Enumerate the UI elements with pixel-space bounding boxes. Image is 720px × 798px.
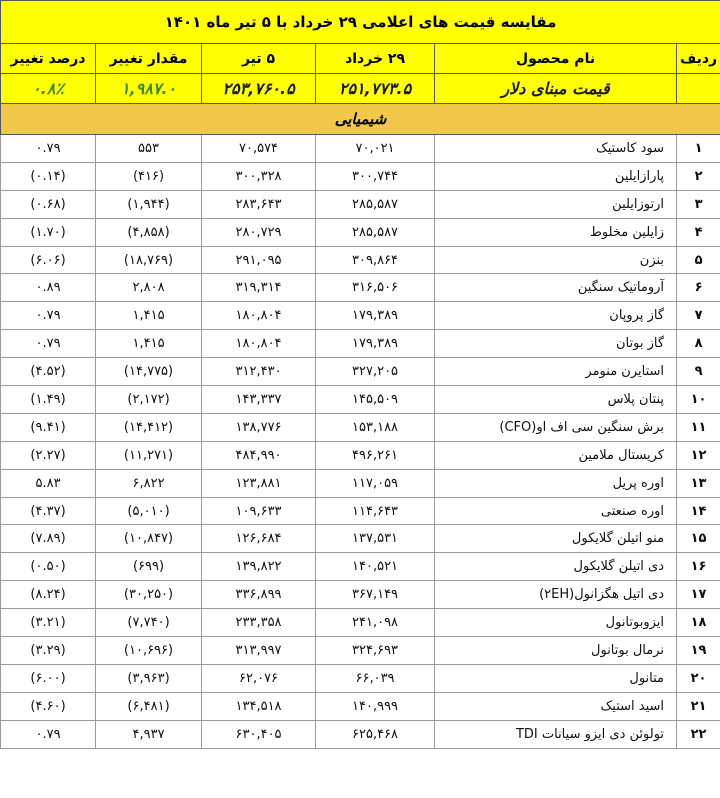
- header-product: نام محصول: [435, 44, 677, 74]
- row-index: ۲۲: [677, 720, 720, 748]
- row-price-date1: ۱۱۴,۶۴۳: [316, 497, 435, 525]
- row-index: ۲۱: [677, 692, 720, 720]
- row-price-date1: ۲۸۵,۵۸۷: [316, 218, 435, 246]
- row-price-date1: ۷۰,۰۲۱: [316, 135, 435, 163]
- row-price-date2: ۶۳۰,۴۰۵: [202, 720, 316, 748]
- table-row: [1, 302, 720, 330]
- row-price-date1: ۱۴۰,۵۲۱: [316, 553, 435, 581]
- row-change-amount: ۱,۴۱۵: [96, 330, 202, 358]
- row-price-date1: ۲۴۱,۰۹۸: [316, 609, 435, 637]
- row-price-date1: ۳۱۶,۵۰۶: [316, 274, 435, 302]
- row-price-date1: ۳۲۷,۲۰۵: [316, 358, 435, 386]
- table-row: [1, 274, 720, 302]
- row-change-amount: (۶۹۹): [96, 553, 202, 581]
- row-change-amount: (۱۰,۶۹۶): [96, 637, 202, 665]
- row-change-amount: (۱۰,۸۴۷): [96, 525, 202, 553]
- row-change-amount: (۷,۷۴۰): [96, 609, 202, 637]
- row-index: ۱۴: [677, 497, 720, 525]
- header-change-percent: درصد تغییر: [1, 44, 96, 74]
- row-price-date2: ۲۳۳,۳۵۸: [202, 609, 316, 637]
- row-product-name: متانول: [435, 664, 677, 692]
- row-index: ۱۸: [677, 609, 720, 637]
- row-product-name: اوره صنعتی: [435, 497, 677, 525]
- row-change-amount: (۴,۸۵۸): [96, 218, 202, 246]
- header-date2: ۵ تیر: [202, 44, 316, 74]
- table-row: [1, 553, 720, 581]
- row-product-name: تولوئن دی ایزو سیانات TDI: [435, 720, 677, 748]
- row-product-name: گاز پروپان: [435, 302, 677, 330]
- row-index: ۱۳: [677, 469, 720, 497]
- row-change-percent: (۳.۲۱): [1, 609, 96, 637]
- row-change-percent: ۰.۷۹: [1, 135, 96, 163]
- dollar-row-date1: ۲۵۱,۷۷۳.۵: [316, 74, 435, 104]
- row-product-name: ارتوزایلین: [435, 190, 677, 218]
- row-change-amount: ۵۵۳: [96, 135, 202, 163]
- table-row: [1, 162, 720, 190]
- row-price-date2: ۶۲,۰۷۶: [202, 664, 316, 692]
- table-row: [1, 358, 720, 386]
- row-product-name: منو اتیلن گلایکول: [435, 525, 677, 553]
- row-index: ۱: [677, 135, 720, 163]
- row-price-date1: ۱۵۳,۱۸۸: [316, 413, 435, 441]
- row-price-date2: ۱۳۸,۷۷۶: [202, 413, 316, 441]
- row-change-percent: (۴.۳۷): [1, 497, 96, 525]
- row-price-date1: ۳۰۹,۸۶۴: [316, 246, 435, 274]
- row-price-date2: ۲۹۱,۰۹۵: [202, 246, 316, 274]
- row-change-amount: (۴۱۶): [96, 162, 202, 190]
- dollar-row-change-amount: ۱,۹۸۷.۰: [96, 74, 202, 104]
- row-change-percent: (۲.۲۷): [1, 441, 96, 469]
- row-change-percent: (۶.۰۰): [1, 664, 96, 692]
- row-change-percent: ۵.۸۳: [1, 469, 96, 497]
- table-row: [1, 609, 720, 637]
- row-product-name: زایلین مخلوط: [435, 218, 677, 246]
- dollar-row-label: قیمت مبنای دلار: [435, 74, 677, 104]
- row-product-name: دی اتیل هگزانول(۲EH): [435, 581, 677, 609]
- row-product-name: گاز بوتان: [435, 330, 677, 358]
- row-index: ۹: [677, 358, 720, 386]
- dollar-row-index: [677, 74, 720, 104]
- header-change-amount: مقدار تغییر: [96, 44, 202, 74]
- row-change-amount: (۱۱,۲۷۱): [96, 441, 202, 469]
- table-row: [1, 692, 720, 720]
- row-price-date2: ۱۳۹,۸۲۲: [202, 553, 316, 581]
- row-product-name: کریستال ملامین: [435, 441, 677, 469]
- table-row: [1, 581, 720, 609]
- row-index: ۱۶: [677, 553, 720, 581]
- row-change-percent: (۷.۸۹): [1, 525, 96, 553]
- row-change-amount: (۳۰,۲۵۰): [96, 581, 202, 609]
- row-price-date2: ۱۲۶,۶۸۴: [202, 525, 316, 553]
- row-index: ۱۱: [677, 413, 720, 441]
- row-change-percent: (۴.۶۰): [1, 692, 96, 720]
- row-price-date2: ۱۳۴,۵۱۸: [202, 692, 316, 720]
- row-price-date1: ۱۴۵,۵۰۹: [316, 386, 435, 414]
- row-index: ۱۹: [677, 637, 720, 665]
- row-price-date2: ۷۰,۵۷۴: [202, 135, 316, 163]
- row-index: ۲: [677, 162, 720, 190]
- table-row: [1, 497, 720, 525]
- row-change-percent: (۰.۱۴): [1, 162, 96, 190]
- row-index: ۵: [677, 246, 720, 274]
- row-price-date1: ۴۹۶,۲۶۱: [316, 441, 435, 469]
- table-row: [1, 413, 720, 441]
- row-change-amount: (۵,۰۱۰): [96, 497, 202, 525]
- table-row: [1, 218, 720, 246]
- row-price-date2: ۱۴۳,۳۳۷: [202, 386, 316, 414]
- table-row: [1, 664, 720, 692]
- row-change-percent: (۱.۴۹): [1, 386, 96, 414]
- row-change-amount: (۱۴,۴۱۲): [96, 413, 202, 441]
- row-price-date1: ۱۷۹,۳۸۹: [316, 330, 435, 358]
- row-product-name: اسید استیک: [435, 692, 677, 720]
- row-product-name: دی اتیلن گلایکول: [435, 553, 677, 581]
- row-index: ۳: [677, 190, 720, 218]
- dollar-row-date2: ۲۵۳,۷۶۰.۵: [202, 74, 316, 104]
- header-date1: ۲۹ خرداد: [316, 44, 435, 74]
- section-title: شیمیایی: [1, 104, 720, 135]
- row-index: ۴: [677, 218, 720, 246]
- row-product-name: سود کاستیک: [435, 135, 677, 163]
- row-change-percent: (۶.۰۶): [1, 246, 96, 274]
- row-change-amount: (۶,۴۸۱): [96, 692, 202, 720]
- table-row: [1, 135, 720, 163]
- row-change-amount: ۱,۴۱۵: [96, 302, 202, 330]
- row-product-name: پارازایلین: [435, 162, 677, 190]
- dollar-row-change-percent: ۰.۸٪: [1, 74, 96, 104]
- row-change-amount: ۶,۸۲۲: [96, 469, 202, 497]
- table-row: [1, 720, 720, 748]
- row-change-amount: (۱۴,۷۷۵): [96, 358, 202, 386]
- row-change-percent: (۸.۲۴): [1, 581, 96, 609]
- row-change-amount: (۱۸,۷۶۹): [96, 246, 202, 274]
- row-price-date1: ۱۳۷,۵۳۱: [316, 525, 435, 553]
- row-index: ۱۲: [677, 441, 720, 469]
- row-price-date2: ۳۰۰,۳۲۸: [202, 162, 316, 190]
- row-index: ۱۰: [677, 386, 720, 414]
- row-product-name: استایرن منومر: [435, 358, 677, 386]
- table-row: [1, 441, 720, 469]
- row-price-date2: ۱۸۰,۸۰۴: [202, 302, 316, 330]
- row-price-date1: ۲۸۵,۵۸۷: [316, 190, 435, 218]
- table-row: [1, 386, 720, 414]
- row-price-date1: ۱۱۷,۰۵۹: [316, 469, 435, 497]
- row-product-name: ایزوبوتانول: [435, 609, 677, 637]
- row-product-name: پنتان پلاس: [435, 386, 677, 414]
- row-price-date1: ۳۲۴,۶۹۳: [316, 637, 435, 665]
- row-price-date2: ۱۲۳,۸۸۱: [202, 469, 316, 497]
- row-price-date2: ۲۸۳,۶۴۳: [202, 190, 316, 218]
- row-price-date2: ۳۱۳,۹۹۷: [202, 637, 316, 665]
- row-product-name: نرمال بوتانول: [435, 637, 677, 665]
- row-price-date2: ۳۱۲,۴۳۰: [202, 358, 316, 386]
- table-row: [1, 190, 720, 218]
- row-price-date2: ۲۸۰,۷۲۹: [202, 218, 316, 246]
- header-index: ردیف: [677, 44, 720, 74]
- row-change-percent: (۴.۵۲): [1, 358, 96, 386]
- row-change-percent: (۳.۲۹): [1, 637, 96, 665]
- table-row: [1, 246, 720, 274]
- row-index: ۸: [677, 330, 720, 358]
- row-change-amount: (۱,۹۴۴): [96, 190, 202, 218]
- row-index: ۷: [677, 302, 720, 330]
- table-row: [1, 469, 720, 497]
- table-row: [1, 330, 720, 358]
- row-price-date1: ۶۲۵,۴۶۸: [316, 720, 435, 748]
- row-change-percent: (۱.۷۰): [1, 218, 96, 246]
- row-change-percent: ۰.۷۹: [1, 330, 96, 358]
- row-product-name: آروماتیک سنگین: [435, 274, 677, 302]
- table-row: [1, 637, 720, 665]
- row-price-date2: ۱۰۹,۶۳۳: [202, 497, 316, 525]
- row-change-percent: (۰.۵۰): [1, 553, 96, 581]
- row-price-date2: ۴۸۴,۹۹۰: [202, 441, 316, 469]
- row-product-name: اوره پریل: [435, 469, 677, 497]
- row-price-date1: ۱۴۰,۹۹۹: [316, 692, 435, 720]
- row-change-amount: (۲,۱۷۲): [96, 386, 202, 414]
- row-product-name: برش سنگین سی اف او(CFO): [435, 413, 677, 441]
- row-index: ۱۷: [677, 581, 720, 609]
- row-price-date1: ۳۶۷,۱۴۹: [316, 581, 435, 609]
- row-change-percent: ۰.۷۹: [1, 302, 96, 330]
- row-change-percent: ۰.۷۹: [1, 720, 96, 748]
- table-row: [1, 525, 720, 553]
- row-change-percent: ۰.۸۹: [1, 274, 96, 302]
- row-change-amount: ۲,۸۰۸: [96, 274, 202, 302]
- row-change-amount: ۴,۹۳۷: [96, 720, 202, 748]
- row-index: ۲۰: [677, 664, 720, 692]
- row-index: ۶: [677, 274, 720, 302]
- row-price-date1: ۳۰۰,۷۴۴: [316, 162, 435, 190]
- row-price-date2: ۱۸۰,۸۰۴: [202, 330, 316, 358]
- row-change-percent: (۹.۴۱): [1, 413, 96, 441]
- row-change-amount: (۳,۹۶۳): [96, 664, 202, 692]
- row-price-date2: ۳۱۹,۳۱۴: [202, 274, 316, 302]
- row-change-percent: (۰.۶۸): [1, 190, 96, 218]
- page-title: مقایسه قیمت های اعلامی ۲۹ خرداد با ۵ تیر ماه ۱۴۰۱: [1, 1, 720, 44]
- row-product-name: بنزن: [435, 246, 677, 274]
- row-price-date2: ۳۳۶,۸۹۹: [202, 581, 316, 609]
- row-price-date1: ۱۷۹,۳۸۹: [316, 302, 435, 330]
- row-index: ۱۵: [677, 525, 720, 553]
- row-price-date1: ۶۶,۰۳۹: [316, 664, 435, 692]
